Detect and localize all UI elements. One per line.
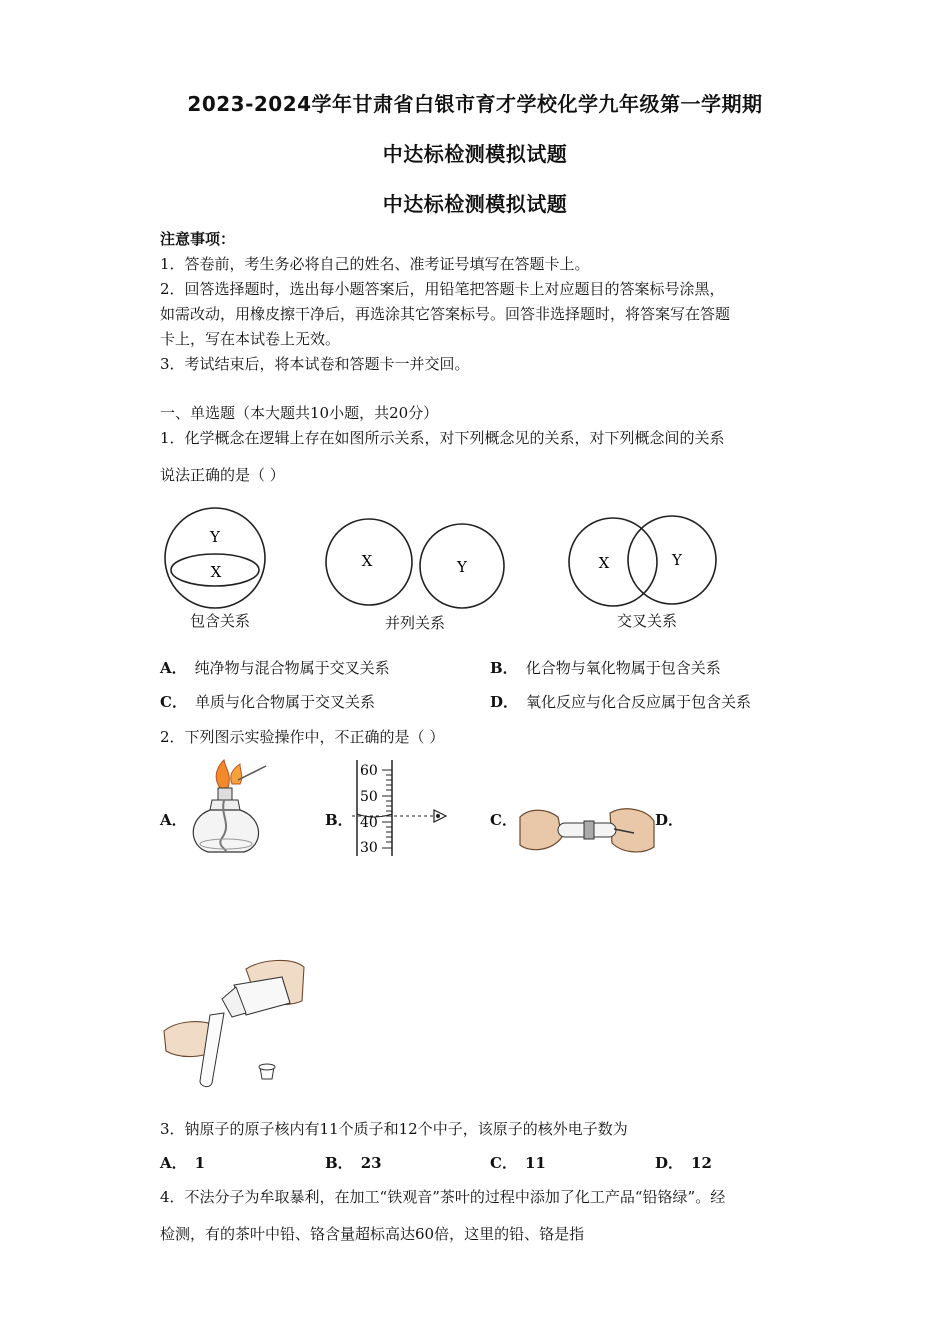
venn-contain-diagram [165,508,265,608]
q3-stem: 3．钠原子的原子核内有11个质子和12个中子，该原子的核外电子数为 [160,1120,628,1138]
venn-parallel-right-label: Y [457,558,467,576]
q2-stem: 2．下列图示实验操作中，不正确的是（ ） [160,728,445,746]
notice-heading: 注意事项： [160,230,236,248]
q3-option-c: C． 11 [490,1154,546,1172]
notice-item: 1．答卷前，考生务必将自己的姓名、准考证号填写在答题卡上。 [160,255,590,273]
q3-option-b: B． 23 [325,1154,382,1172]
page-title: 2023-2024学年甘肃省白银市育才学校化学九年级第一学期期 [187,92,763,116]
venn-cross-right-label: Y [672,551,682,569]
venn-contain-inner-label: X [210,563,222,581]
q4-stem-cont: 检测，有的茶叶中铅、铬含量超标高达60倍，这里的铅、铬是指 [160,1225,585,1243]
page-subtitle: 中达标检测模拟试题 [382,142,568,166]
q4-stem: 4．不法分子为牟取暴利，在加工“铁观音”茶叶的过程中添加了化工产品“铅铬绿”。经 [160,1188,726,1206]
venn-contain-caption: 包含关系 [189,612,250,630]
q1-stem: 1．化学概念在逻辑上存在如图所示关系，对下列概念见的关系，对下列概念间的关系 [160,429,725,447]
venn-parallel-left-label: X [361,552,373,570]
q1-option-a: A． 纯净物与混合物属于交叉关系 [160,659,390,677]
test-tube-hands-illustration [518,803,658,859]
notice-item: 卡上，写在本试卷上无效。 [160,330,341,348]
q1-option-c: C． 单质与化合物属于交叉关系 [160,693,375,711]
cylinder-tick-label: 50 [360,789,378,805]
venn-cross-caption: 交叉关系 [616,612,677,630]
cylinder-tick-label: 40 [360,815,378,831]
alcohol-lamp-illustration [182,758,272,858]
notice-item: 3．考试结束后，将本试卷和答题卡一并交回。 [160,355,470,373]
page-subtitle-repeat: 中达标检测模拟试题 [382,192,568,216]
venn-contain-outer-label: Y [210,528,220,546]
q3-option-d: D． 12 [655,1154,712,1172]
q2-option-a-label: A． [160,811,187,829]
q1-option-b: B． 化合物与氧化物属于包含关系 [490,659,721,677]
venn-parallel-caption: 并列关系 [384,614,445,632]
q1-option-d: D． 氧化反应与化合反应属于包含关系 [490,693,752,711]
venn-parallel-diagram [326,519,504,608]
q2-option-c-label: C． [490,811,517,829]
q1-stem-cont: 说法正确的是（ ） [160,466,285,484]
q2-option-d-label: D． [655,811,684,829]
section-heading: 一、单选题（本大题共10小题，共20分） [160,404,439,422]
cylinder-tick-label: 60 [360,763,378,779]
venn-cross-left-label: X [598,554,610,572]
pouring-liquid-illustration [162,955,312,1090]
q2-option-b-label: B． [325,811,353,829]
q3-option-a: A． 1 [160,1154,206,1172]
notice-item: 如需改动，用橡皮擦干净后，再选涂其它答案标号。回答非选择题时，将答案写在答题 [160,305,731,323]
venn-cross-diagram [569,516,716,606]
cylinder-tick-label: 30 [360,840,378,856]
graduated-cylinder-illustration [352,758,452,858]
notice-item: 2．回答选择题时，选出每小题答案后，用铅笔把答题卡上对应题目的答案标号涂黑， [160,280,725,298]
